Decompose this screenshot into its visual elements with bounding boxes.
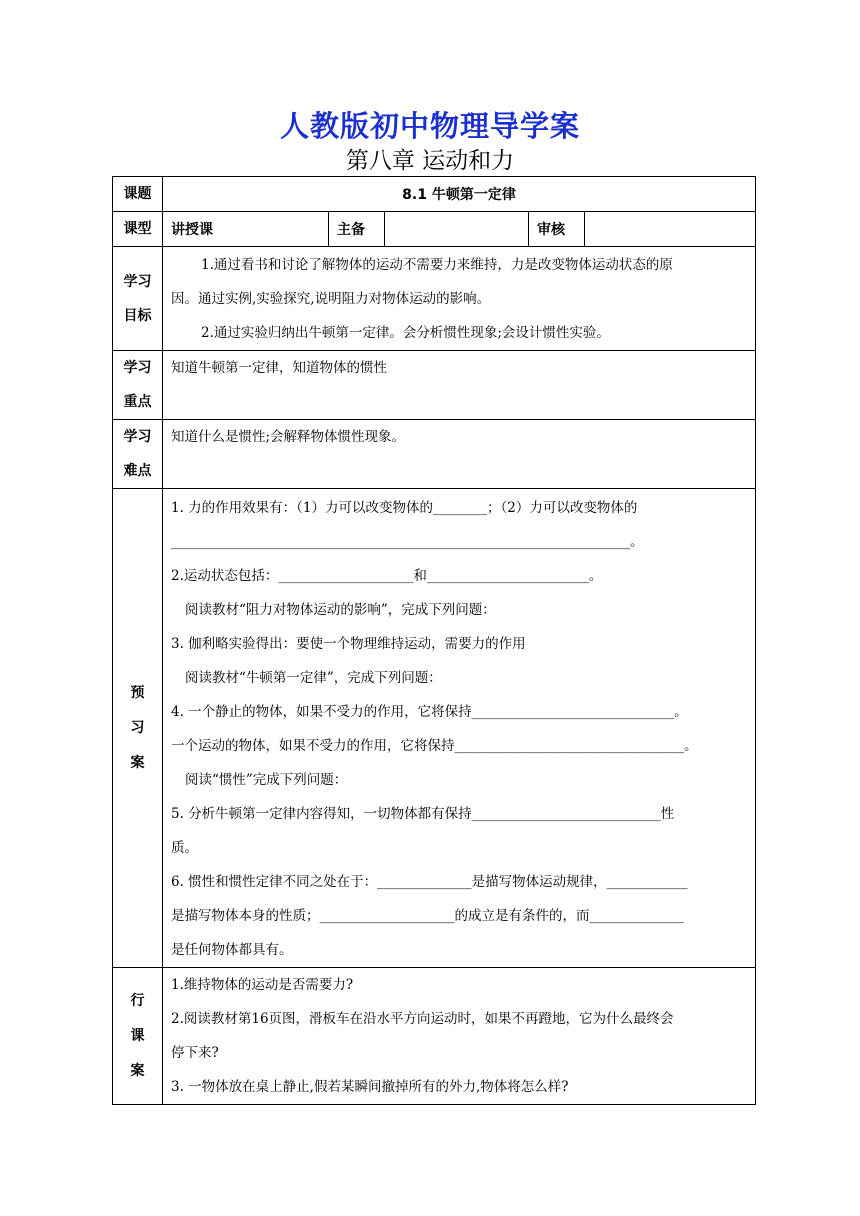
- preview-content: [163, 489, 756, 968]
- preview-line-14: 是任何物体都具有。: [171, 942, 293, 958]
- lesson-line-4: 3. 一物体放在桌上静止,假若某瞬间撤掉所有的外力,物体将怎么样?: [171, 1079, 569, 1095]
- topic-label: 课题: [113, 177, 163, 212]
- topic-value: 8.1 牛顿第一定律: [163, 177, 756, 212]
- objectives-row: [113, 247, 756, 351]
- preview-line-9: 阅读“惯性”完成下列问题：: [185, 772, 348, 788]
- key-points-content: [163, 351, 756, 420]
- objectives-label-line1: 学习: [123, 273, 152, 290]
- difficulties-text: 知道什么是惯性;会解释物体惯性现象。: [171, 429, 406, 445]
- type-row: [113, 212, 756, 247]
- lesson-row: [113, 968, 756, 1105]
- key-points-label-line1: 学习: [123, 360, 152, 376]
- preview-line-2: ____________________________________________________________________。: [171, 534, 644, 550]
- prep-label: 主备: [329, 212, 385, 247]
- objective-line-2: 因。通过实例,实验探究,说明阻力对物体运动的影响。: [171, 290, 491, 307]
- document-title: 人教版初中物理导学案: [279, 109, 580, 143]
- key-points-label: [113, 351, 163, 420]
- type-value: 讲授课: [163, 212, 329, 247]
- review-value: [585, 212, 756, 247]
- lesson-label: [113, 968, 163, 1105]
- preview-label-char-3: 案: [130, 754, 145, 771]
- preview-line-13: 是描写物体本身的性质；____________________的成立是有条件的，而______________: [171, 908, 684, 924]
- difficulties-content: [163, 420, 756, 489]
- lesson-line-2: 2.阅读教材第16页图，滑板车在沿水平方向运动时，如果不再蹬地，它为什么最终会: [171, 1011, 674, 1027]
- preview-line-4: 阅读教材“阻力对物体运动的影响”，完成下列问题：: [185, 602, 496, 618]
- preview-line-8: 一个运动的物体，如果不受力的作用，它将保持__________________________________。: [171, 738, 698, 754]
- preview-line-11: 质。: [171, 840, 198, 856]
- objectives-label: [113, 247, 163, 351]
- objective-line-3: 2.通过实验归纳出牛顿第一定律。会分析惯性现象;会设计惯性实验。: [201, 324, 610, 341]
- prep-value: [385, 212, 529, 247]
- chapter-title: 第八章 运动和力: [345, 148, 515, 174]
- lesson-label-char-3: 案: [130, 1062, 145, 1079]
- lesson-content: [163, 968, 756, 1105]
- lesson-label-char-1: 行: [130, 992, 145, 1009]
- preview-label-char-2: 习: [130, 719, 145, 736]
- preview-line-5: 3. 伽利略实验得出：要使一个物理维持运动，需要力的作用: [171, 636, 526, 652]
- lesson-label-char-2: 课: [130, 1027, 145, 1044]
- lesson-plan-table: [112, 176, 756, 1105]
- difficulties-label: [113, 420, 163, 489]
- difficulties-label-line1: 学习: [123, 429, 152, 445]
- preview-label-char-1: 预: [130, 684, 145, 701]
- preview-row: [113, 489, 756, 968]
- difficulties-row: [113, 420, 756, 489]
- key-points-text: 知道牛顿第一定律，知道物体的惯性: [171, 360, 387, 376]
- preview-line-7: 4. 一个静止的物体，如果不受力的作用，它将保持______________________________。: [171, 704, 688, 720]
- topic-row: [113, 177, 756, 212]
- lesson-line-3: 停下来?: [171, 1045, 219, 1061]
- difficulties-label-line2: 难点: [123, 463, 152, 479]
- preview-line-1: 1. 力的作用效果有：（1）力可以改变物体的________；（2）力可以改变物体的: [171, 500, 638, 516]
- preview-line-3: 2.运动状态包括：____________________和________________________。: [171, 568, 603, 584]
- preview-line-10: 5. 分析牛顿第一定律内容得知，一切物体都有保持____________________________性: [171, 806, 675, 822]
- preview-label: [113, 489, 163, 968]
- preview-line-6: 阅读教材“牛顿第一定律”，完成下列问题：: [185, 670, 442, 686]
- type-label: 课型: [113, 212, 163, 247]
- preview-line-12: 6. 惯性和惯性定律不同之处在于：______________是描写物体运动规律，____________: [171, 874, 688, 890]
- key-points-label-line2: 重点: [123, 394, 152, 410]
- objectives-label-line2: 目标: [123, 307, 152, 324]
- lesson-line-1: 1.维持物体的运动是否需要力?: [171, 977, 354, 993]
- objective-line-1: 1.通过看书和讨论了解物体的运动不需要力来维持，力是改变物体运动状态的原: [201, 256, 673, 273]
- review-label: 审核: [529, 212, 585, 247]
- objectives-content: [163, 247, 756, 351]
- key-points-row: [113, 351, 756, 420]
